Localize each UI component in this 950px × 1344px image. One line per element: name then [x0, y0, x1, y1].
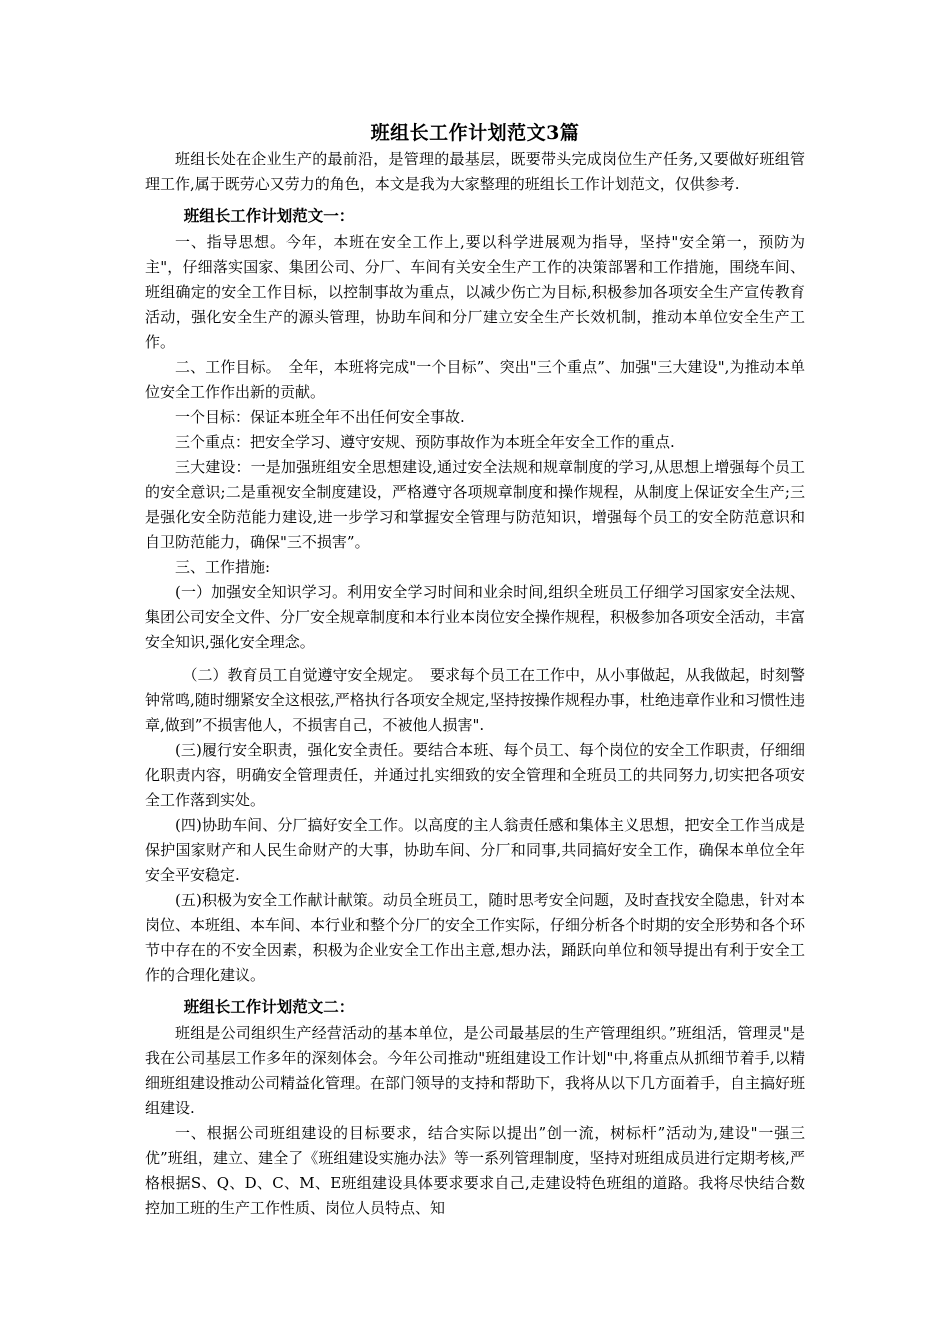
section1-paragraph: 三大建设：一是加强班组安全思想建设,通过安全法规和规章制度的学习,从思想上增强每个员工的安全意识;二是重视安全制度建设，严格遵守各项规章制度和操作规程，从制度上保证安全生产;三是强化安全防范能力建设,进一步学习和掌握安全管理与防范知识，增强每个员工的安全防范意识和自卫防范能力，确保"三不损害”。: [145, 458, 805, 551]
section2-paragraph: 班组是公司组织生产经营活动的基本单位，是公司最基层的生产管理组织。”班组活，管理灵"是我在公司基层工作多年的深刻体会。今年公司推动"班组建设工作计划"中,将重点从抓细节着手,以精细班组建设推动公司精益化管理。在部门领导的支持和帮助下，我将从以下几方面着手，自主搞好班组建设.: [145, 1024, 806, 1117]
intro-paragraph: 班组长处在企业生产的最前沿，是管理的最基层，既要带头完成岗位生产任务,又要做好班组管理工作,属于既劳心又劳力的角色，本文是我为大家整理的班组长工作计划范文，仅供参考.: [145, 150, 805, 193]
document-page: [145, 120, 805, 1221]
section1-paragraph: 三个重点：把安全学习、遵守安规、预防事故作为本班全年安全工作的重点.: [175, 433, 675, 451]
section1-paragraph: (四)协助车间、分厂搞好安全工作。以高度的主人翁责任感和集体主义思想，把安全工作当成是保护国家财产和人民生命财产的大事，协助车间、分厂和同事,共同搞好安全工作，确保本单位全年安全平安稳定.: [145, 816, 805, 884]
section1-paragraph: 一个目标：保证本班全年不出任何安全事故.: [175, 408, 465, 426]
document-title: 班组长工作计划范文3篇: [370, 122, 580, 144]
section-heading-1: 班组长工作计划范文一：: [183, 206, 355, 225]
section2-paragraph: 一、根据公司班组建设的目标要求，结合实际以提出”创一流，树标杆”活动为,建设"一强三优”班组，建立、建全了《班组建设实施办法》等一系列管理制度，坚持对班组成员进行定期考核,严格根据S、Q、D、C、M、E班组建设具体要求要求自己,走建设特色班组的道路。我将尽快结合数控加工班的生产工作性质、岗位人员特点、知: [145, 1124, 805, 1217]
section1-paragraph: (一）加强安全知识学习。利用安全学习时间和业余时间,组织全班员工仔细学习国家安全法规、集团公司安全文件、分厂安全规章制度和本行业本岗位安全操作规程，积极参加各项安全活动，丰富安全知识,强化安全理念。: [145, 583, 806, 651]
section1-paragraph: (三)履行安全职责，强化安全责任。要结合本班、每个员工、每个岗位的安全工作职责，仔细细化职责内容，明确安全管理责任，并通过扎实细致的安全管理和全班员工的共同努力,切实把各项安全工作落到实处。: [145, 741, 805, 809]
section1-paragraph: 三、工作措施:: [175, 558, 271, 576]
section1-paragraph: (五)积极为安全工作献计献策。动员全班员工，随时思考安全问题，及时查找安全隐患，针对本岗位、本班组、本车间、本行业和整个分厂的安全工作实际，仔细分析各个时期的安全形势和各个环节中存在的不安全因素，积极为企业安全工作出主意,想办法，踊跃向单位和领导提出有利于安全工作的合理化建议。: [145, 891, 806, 984]
section1-paragraph: 二、工作目标。 全年，本班将完成"一个目标”、突出"三个重点”、加强"三大建设",为推动本单位安全工作作出新的贡献。: [145, 358, 805, 401]
section1-paragraph: 一、指导思想。今年，本班在安全工作上,要以科学进展观为指导，坚持"安全第一，预防为主"，仔细落实国家、集团公司、分厂、车间有关安全生产工作的决策部署和工作措施，围绕车间、班组确定的安全工作目标，以控制事故为重点，以减少伤亡为目标,积极参加各项安全生产宣传教育活动，强化安全生产的源头管理，协助车间和分厂建立安全生产长效机制，推动本单位安全生产工作。: [145, 233, 805, 351]
section-heading-2: 班组长工作计划范文二：: [183, 997, 355, 1016]
section1-paragraph: （二）教育员工自觉遵守安全规定。 要求每个员工在工作中，从小事做起，从我做起，时刻警钟常鸣,随时绷紧安全这根弦,严格执行各项安全规定,坚持按操作规程办事，杜绝违章作业和习惯性违章,做到”不损害他人，不损害自己，不被他人损害".: [145, 666, 806, 734]
